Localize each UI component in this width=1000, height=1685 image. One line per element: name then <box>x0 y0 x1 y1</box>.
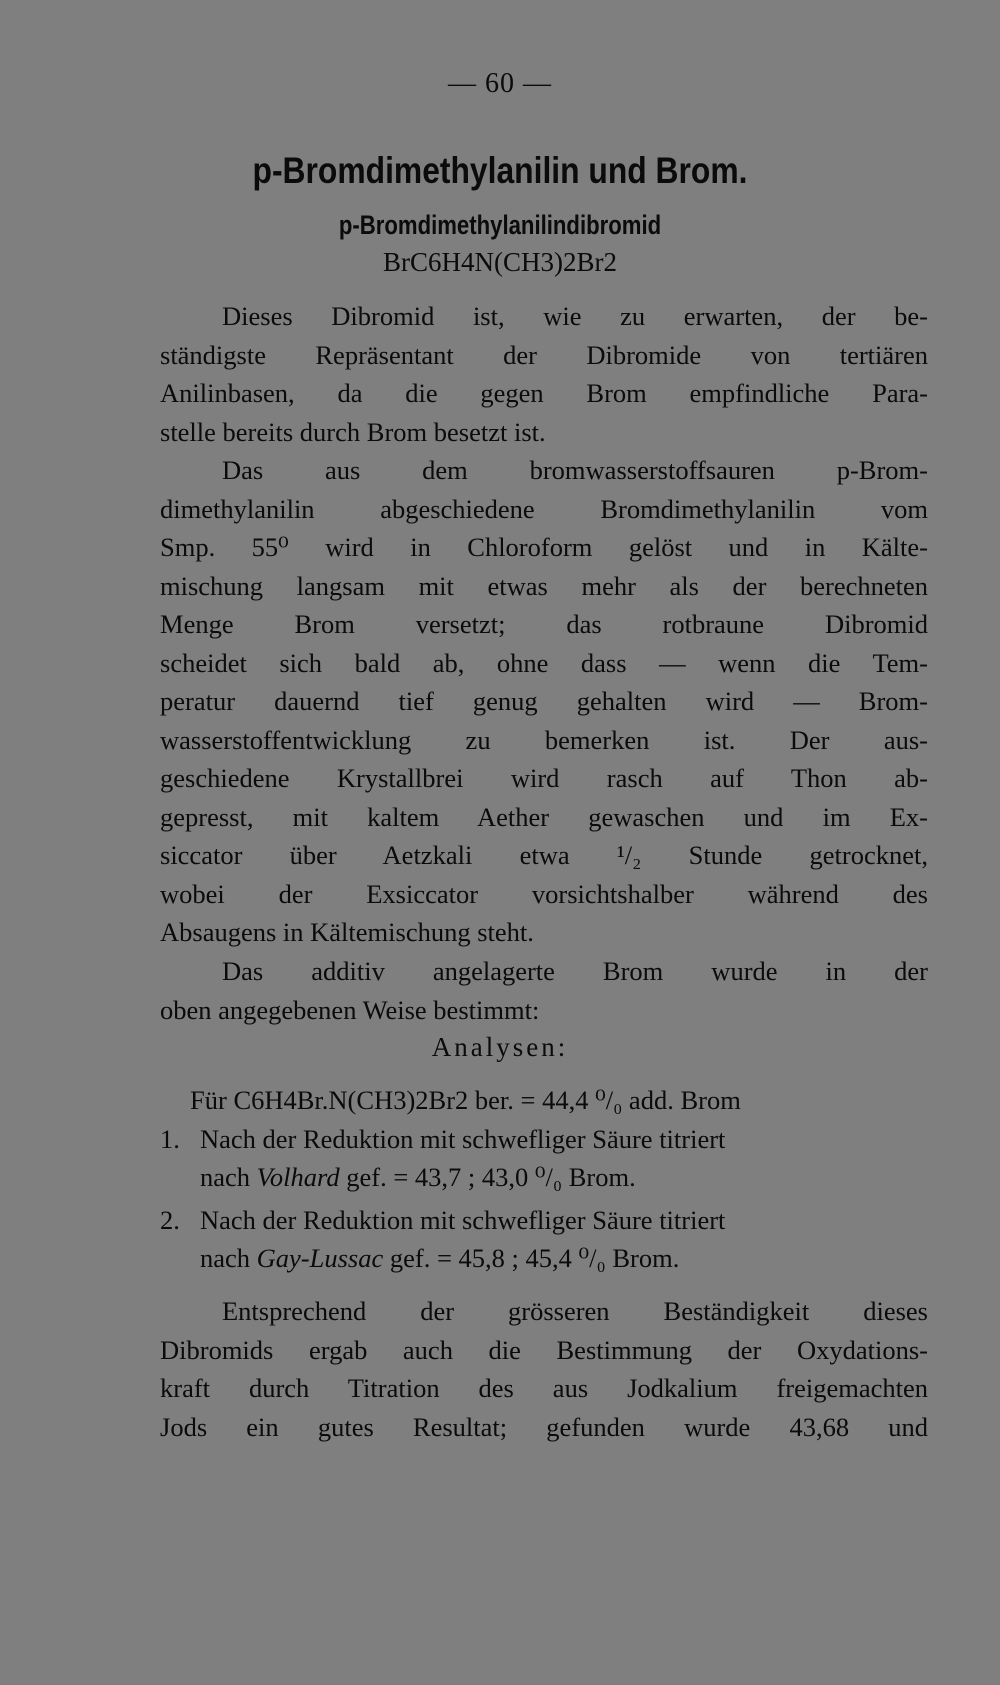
paragraph-3 <box>160 952 928 1029</box>
text-line: Entsprechend der grösseren Beständigkeit dieses <box>222 1296 928 1326</box>
text-line: wasserstoffentwicklung zu bemerken ist. Der aus- <box>160 724 928 755</box>
section-subtitle: p-Bromdimethylanilindibromid <box>338 210 662 240</box>
paragraph-2 <box>160 451 928 952</box>
text-line: scheidet sich bald ab, ohne dass — wenn die Tem- <box>160 647 928 678</box>
text-line: siccator über Aetzkali etwa ¹/₂ Stunde getrocknet, <box>160 840 928 870</box>
analysis-item-2 <box>160 1201 928 1240</box>
text-line: Jods ein gutes Resultat; gefunden wurde 43,68 und <box>160 1411 928 1442</box>
analysis-text: gef. = 43,7 ; 43,0 ⁰/₀ Brom. <box>339 1162 636 1192</box>
text-line: Das aus dem bromwasserstoffsauren p-Brom- <box>222 455 928 485</box>
text-line: Smp. 55⁰ wird in Chloroform gelöst und in Kälte- <box>160 532 928 562</box>
text-line: wobei der Exsiccator vorsichtshalber während des <box>160 878 928 909</box>
text-line: Dieses Dibromid ist, wie zu erwarten, der be- <box>222 301 928 331</box>
calculation-line: Für C6H4Br.N(CH3)2Br2 ber. = 44,4 ⁰/₀ add. Brom <box>190 1085 741 1115</box>
paragraph-1 <box>160 297 928 451</box>
item-number: 1. <box>160 1123 180 1154</box>
text-line: Dibromids ergab auch die Bestimmung der Oxydations- <box>160 1334 928 1365</box>
analysen-heading: Analysen: <box>431 1032 569 1062</box>
paragraph-4 <box>160 1292 928 1446</box>
text-line: oben angegebenen Weise bestimmt: <box>160 994 540 1025</box>
text-line: Absaugens in Kältemischung steht. <box>160 917 534 947</box>
method-name: Gay-Lussac <box>256 1243 384 1273</box>
page-number: — 60 — <box>448 68 552 99</box>
analysis-item-2-result <box>160 1239 928 1278</box>
text-line: stelle bereits durch Brom besetzt ist. <box>160 416 546 447</box>
analysis-text: gef. = 45,8 ; 45,4 ⁰/₀ Brom. <box>383 1243 680 1273</box>
analysis-item-1 <box>160 1120 928 1159</box>
chapter-title: p-Bromdimethylanilin und Brom. <box>252 150 748 191</box>
text-line: kraft durch Titration des aus Jodkalium freigemachten <box>160 1373 928 1403</box>
text-line: peratur dauernd tief genug gehalten wird — Brom- <box>160 686 928 716</box>
text-line: Anilinbasen, da die gegen Brom empfindliche Para- <box>160 378 928 408</box>
method-name: Volhard <box>256 1162 340 1192</box>
text-line: Menge Brom versetzt; das rotbraune Dibromid <box>160 609 928 639</box>
chemical-formula: BrC6H4N(CH3)2Br2 <box>383 247 617 277</box>
text-line: ständigste Repräsentant der Dibromide von tertiären <box>160 339 928 370</box>
analysis-item-1-result <box>160 1158 928 1197</box>
text-line: Das additiv angelagerte Brom wurde in der <box>222 956 928 986</box>
analysis-block <box>160 1081 928 1278</box>
text-line: mischung langsam mit etwas mehr als der berechneten <box>160 570 928 601</box>
analysis-text: Nach der Reduktion mit schwefliger Säure titriert <box>200 1123 726 1154</box>
analysis-text: nach <box>200 1162 257 1192</box>
item-number: 2. <box>160 1204 180 1235</box>
text-line: geschiedene Krystallbrei wird rasch auf Thon ab- <box>160 763 928 793</box>
analysis-text: Nach der Reduktion mit schwefliger Säure titriert <box>200 1204 726 1235</box>
text-line: dimethylanilin abgeschiedene Bromdimethylanilin vom <box>160 493 928 524</box>
analysis-text: nach <box>200 1243 257 1273</box>
text-line: gepresst, mit kaltem Aether gewaschen und im Ex- <box>160 801 928 832</box>
